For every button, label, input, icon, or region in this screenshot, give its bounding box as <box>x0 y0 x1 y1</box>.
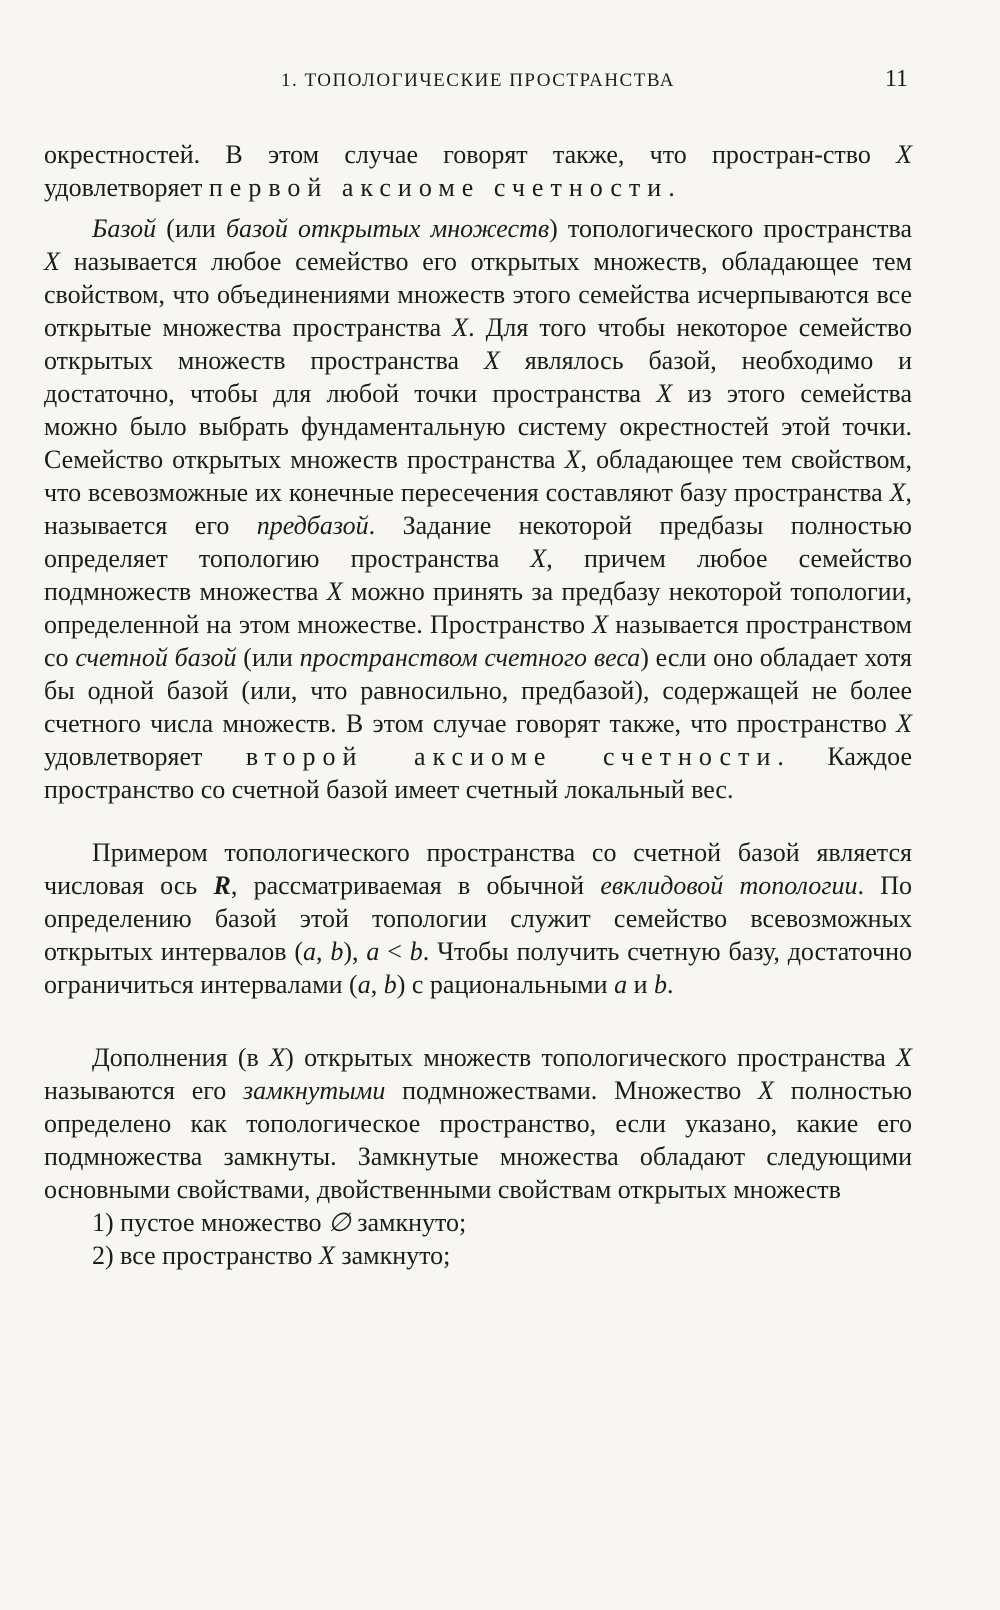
empty-set-symbol: ∅ <box>328 1208 351 1237</box>
paragraph-closed-sets: Дополнения (в X) открытых множеств топологического пространства X называются его замкнутыми подмножествами. Множество X полностью определено как топологическое пространство, если указано, какие его подмножества замкнуты. Замкнутые множества обладают следующими основными свойствами, двойственными свойствам открытых множеств <box>44 1043 913 1204</box>
list-item: 2) все пространство X замкнуто; <box>92 1241 451 1270</box>
paragraph-first-axiom: окрестностей. В этом случае говорят также, что простран-ство X удовлетворяет первой аксиоме счетности. <box>44 140 912 202</box>
page-number: 11 <box>884 66 908 92</box>
book-page <box>44 66 912 1272</box>
spaced-term: второй аксиоме счетности <box>245 742 778 771</box>
running-header <box>44 66 912 106</box>
list-item: 1) пустое множество ∅ замкнуто; <box>92 1208 467 1237</box>
paragraph-real-line: Примером топологического пространства со счетной базой является числовая ось R, рассматриваемая в обычной евклидовой топологии. По определению базой этой топологии служит семейство всевозможных открытых интервалов (a, b), a < b. Чтобы получить счетную базу, достаточно ограничиться интервалами (a, b) с рациональными a и b. <box>44 838 912 999</box>
chapter-title: 1. ТОПОЛОГИЧЕСКИЕ ПРОСТРАНСТВА <box>280 70 676 91</box>
spaced-term: первой аксиоме счетности. <box>208 173 682 202</box>
paragraph-base: Базой (или базой открытых множеств) топологического пространства X называется любое семейство его открытых множеств, обладающее тем свойством, что объединениями множеств этого семейства исчерпываются все открытые множества пространства X. Для того чтобы некоторое семейство открытых множеств пространства X являлось базой, необходимо и достаточно, чтобы для любой точки пространства X из этого семейства можно было выбрать фундаментальную систему окрестностей этой точки. Семейство открытых множеств пространства X, обладающее тем свойством, что всевозможные их конечные пересечения составляют базу пространства X, называется его предбазой. Задание некоторой предбазы полностью определяет топологию пространства X, причем любое семейство подмножеств множества X можно принять за предбазу некоторой топологии, определенной на этом множестве. Пространство X называется пространством со счетной базой (или пространством счетного веса) если оно обладает хотя бы одной базой (или, что равносильно, предбазой), содержащей не более счетного числа множеств. В этом случае говорят также, что пространство X удовлетворяет второй аксиоме счетности. Каждое пространство со счетной базой имеет счетный локальный вес. <box>44 214 912 804</box>
